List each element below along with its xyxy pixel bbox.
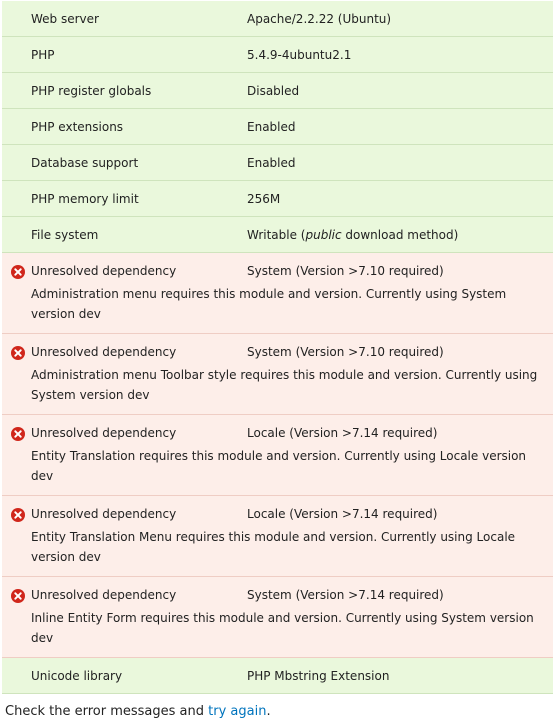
requirement-description-row [2, 524, 553, 577]
requirement-row-ok [2, 1, 553, 37]
value-emphasis: public [305, 228, 342, 242]
requirement-description: Administration menu requires this module and version. Currently using System version dev [2, 281, 553, 334]
requirement-value: PHP Mbstring Extension [247, 658, 553, 694]
requirement-value: Enabled [247, 109, 553, 145]
requirement-row-ok [2, 658, 553, 694]
requirement-title: Unresolved dependency [2, 334, 247, 363]
footer-text: Check the error messages and [5, 704, 209, 719]
try-again-link[interactable]: try again [208, 704, 267, 719]
requirement-description: Administration menu Toolbar style requires this module and version. Currently using System version dev [2, 362, 553, 415]
requirement-description-row [2, 362, 553, 415]
requirement-row-ok [2, 109, 553, 145]
error-icon [11, 508, 25, 522]
requirement-title: File system [2, 217, 247, 253]
requirement-title: PHP extensions [2, 109, 247, 145]
requirement-row-ok [2, 37, 553, 73]
requirement-row-error [2, 253, 553, 282]
requirement-value: System (Version >7.14 required) [247, 588, 444, 602]
error-icon [11, 346, 25, 360]
requirement-description: Entity Translation requires this module and version. Currently using Locale version dev [2, 443, 553, 496]
requirement-row-error [2, 496, 553, 525]
requirement-description-row [2, 281, 553, 334]
value-text: Writable ( [247, 228, 306, 242]
requirement-row-ok [2, 217, 553, 253]
requirements-table [2, 1, 553, 694]
requirement-title: Unicode library [2, 658, 247, 694]
requirement-row-error [2, 577, 553, 606]
requirement-title: Unresolved dependency [2, 253, 247, 282]
requirement-row-ok [2, 181, 553, 217]
requirement-title: PHP [2, 37, 247, 73]
footer-suffix: . [266, 704, 271, 719]
requirement-description: Entity Translation Menu requires this module and version. Currently using Locale version dev [2, 524, 553, 577]
requirement-value: System (Version >7.10 required) [247, 264, 444, 278]
requirement-title: Unresolved dependency [2, 496, 247, 525]
requirement-value: Locale (Version >7.14 required) [247, 426, 438, 440]
requirement-value: Locale (Version >7.14 required) [247, 507, 438, 521]
requirement-value: 256M [247, 181, 553, 217]
requirement-title: Web server [2, 1, 247, 37]
footer-message [2, 694, 553, 719]
requirement-value: 5.4.9-4ubuntu2.1 [247, 37, 553, 73]
requirement-row-ok [2, 73, 553, 109]
requirement-value: Enabled [247, 145, 553, 181]
requirement-title: Unresolved dependency [2, 577, 247, 606]
requirement-row-ok [2, 145, 553, 181]
error-icon [11, 265, 25, 279]
requirement-value: Disabled [247, 73, 553, 109]
requirement-value: System (Version >7.10 required) [247, 345, 444, 359]
requirement-row-error [2, 415, 553, 444]
error-icon [11, 589, 25, 603]
value-text: download method) [341, 228, 459, 242]
requirement-title: Database support [2, 145, 247, 181]
requirements-report [0, 1, 555, 719]
requirement-value: Apache/2.2.22 (Ubuntu) [247, 1, 553, 37]
requirement-title: Unresolved dependency [2, 415, 247, 444]
requirement-description-row [2, 443, 553, 496]
requirement-row-error [2, 334, 553, 363]
requirement-value [247, 217, 553, 253]
error-icon [11, 427, 25, 441]
requirement-title: PHP register globals [2, 73, 247, 109]
requirement-description: Inline Entity Form requires this module and version. Currently using System version dev [2, 605, 553, 658]
requirement-title: PHP memory limit [2, 181, 247, 217]
requirement-description-row [2, 605, 553, 658]
